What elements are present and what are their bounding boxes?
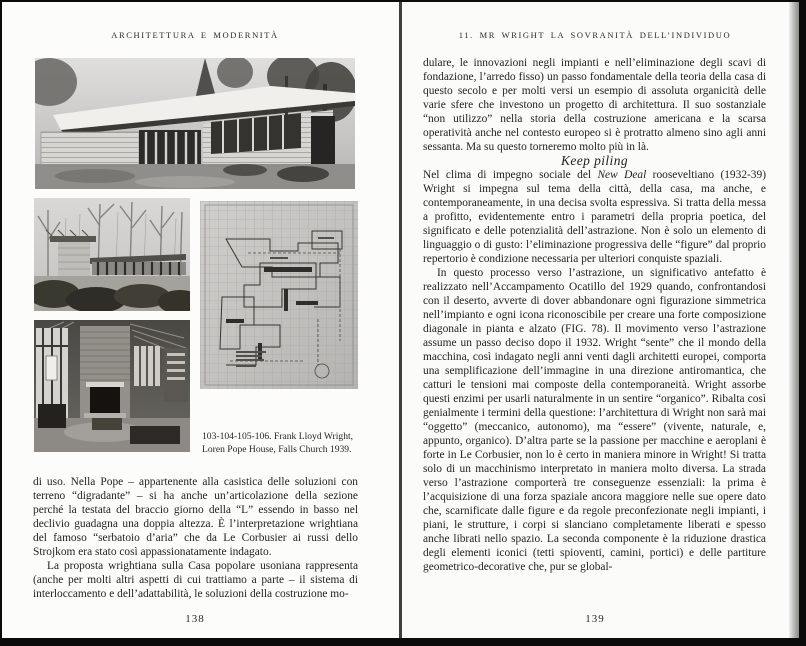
left-page-number: 138 [185,613,205,625]
paragraph: di uso. Nella Pope – appartenente alla casistica delle soluzioni con terreno “digradante” – si ha anche un’articolazione della sezione perché la testata del braccio giorno della “L” essendo in basso nel declivio guadagna una doppia altezza. È l’interpretazione wrightiana del famoso “serbatoio d’aria” che da Le Corbusier ai russi dello Strojkom era stato così appassionatamente indagato. [33,476,358,558]
right-running-head: 11. MR WRIGHT LA SOVRANITÀ DELL’INDIVIDUO [458,30,732,40]
paragraph: La proposta wrightiana sulla Casa popolare usoniana rappresenta (anche per molti altri aspetti di cui trattiamo a parte – il sistema di interloccamento e dell’adattabilità, le soluzioni della costruzione mo- [33,560,358,600]
left-running-head: ARCHITETTURA E MODERNITÀ [111,30,279,40]
section-heading: Keep piling [560,153,628,168]
paragraph-text: Nel clima di impegno sociale del [423,169,598,181]
right-body-text [423,56,766,574]
page-left [2,2,399,638]
photo-house-exterior-side [34,198,190,311]
photo-interior-fireplace [34,320,190,452]
paragraph-text: rooseveltiano (1932-39) Wright si impegna sul tema della città, della casa, ma anche, e contemporaneamente, in una decisa svolta espressiva. Si tratta della messa a profitto, evidentemente entro i parametri della propria poetica, del significato e delle potenzialità dell’astrazione. Non è solo un elemento di linguaggio o di gusto: l’eliminazione progressiva delle “figure” dal proprio repertorio è condizione necessaria per ulteriori conquiste spaziali. [423,169,766,265]
page-fore-edge [789,2,799,638]
left-body-text [33,475,358,601]
paragraph: dulare, le innovazioni negli impianti e nell’eliminazione degli scavi di fondazione, l’arredo fisso) un passo fondamentale della teoria della casa di questo secolo e per molti versi un esempio di assoluta organicità delle varie sfere che investono un progetto di architettura. Il suo sostanziale “non utilizzo” nella storia della costruzione americana e la scarsa operatività anche nel contesto europeo si è protratto almeno sino agli anni sessanta. Ma su questo torneremo molto più in là. [423,57,766,153]
italic-term: New Deal [597,169,647,181]
right-page-number: 139 [585,613,605,625]
paragraph: In questo processo verso l’astrazione, un significativo antefatto è realizzato nell’Accampamento Ocatillo del 1929 quando, confrontandosi con il deserto, avverte di dover abbandonare ogni figurazione simmetrica nell’impianto e ogni icona riconoscibile per creare una forte composizione diagonale in pianta e alzato (FIG. 78). Il movimento verso l’astrazione assume un passo deciso dopo il 1932. Wright “sente” che il mondo della macchina, così indagato negli anni venti dagli architetti europei, comporta una semplificazione dell’immagine in una direzione antiromantica, che catturi le tensioni mai composte della contemporaneità. Wright assorbe questi enzimi per usarli naturalmente in un sentire “organico”. Ribalta così genialmente i termini della questione: l’architettura di Wright non sarà mai “oggetto” (meccanico, autonomo), ma “essere” (vivente, naturale, e, appunto, organico). D’altra parte se la passione per macchine e aeroplani è forte in Le Corbusier, non lo è certo in maniera minore in Wright! Si tratta solo di un macchinismo interpretato in maniera molto diversa. La strada verso l’astrazione comporterà tre conseguenze essenziali: la prima è l’acquisizione di una forza spaziale ancora maggiore nelle sue opere dato che, scarnificate dalle figure e da regole preconfezionate negli impianti, i piani, le strutture, i corpi si slanciano completamente liberati e spesso anche librati nello spazio. La seconda componente è la riduzione drastica degli elementi iconici (tetti spioventi, camini, portici) e delle partiture geometrico-decorative che, pur se global- [423,267,766,573]
page-right [402,2,789,638]
figure-caption: 103-104-105-106. Frank Lloyd Wright, Loren Pope House, Falls Church 1939. [202,431,354,455]
paragraph [423,168,766,266]
photo-house-exterior-top [35,58,355,189]
drawing-floor-plan [200,201,358,389]
